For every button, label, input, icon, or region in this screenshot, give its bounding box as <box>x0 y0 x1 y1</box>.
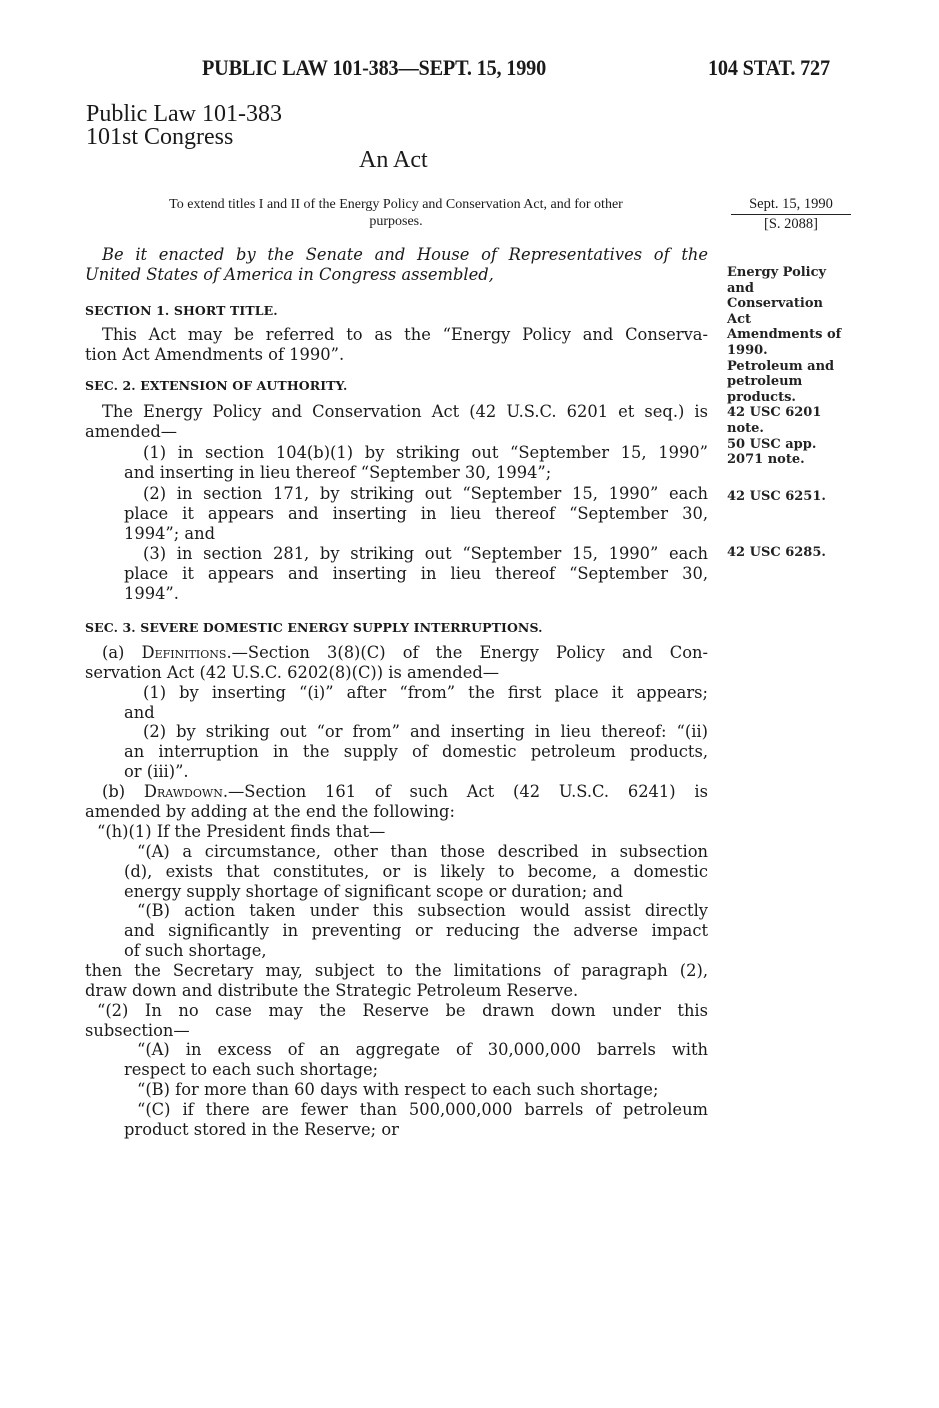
text-line: 1994”; and <box>124 524 216 543</box>
section-heading: SECTION 1. SHORT TITLE. <box>85 303 278 318</box>
margin-note-line: 42 USC 6285. <box>727 545 826 560</box>
text-line: place it appears and inserting in lieu thereof “September 30, <box>124 504 708 523</box>
subsection-heading: Drawdown <box>143 782 223 801</box>
text-line: an interruption in the supply of domestic petroleum products, <box>124 742 708 761</box>
text-line: subsection— <box>85 1021 190 1040</box>
paragraph <box>85 484 708 544</box>
margin-note-line: Amendments of <box>727 327 842 343</box>
text-line: or (iii)”. <box>124 762 189 781</box>
paragraph <box>85 544 708 604</box>
page-number: 104 STAT. 727 <box>708 55 830 80</box>
subsection-heading: Definitions <box>141 643 227 662</box>
paragraph <box>85 901 708 961</box>
margin-note-line: Energy Policy <box>727 265 827 280</box>
margin-note-line: 2071 note. <box>727 452 805 468</box>
margin-note-line: petroleum <box>727 374 803 390</box>
text-line: servation Act (42 U.S.C. 6202(8)(C)) is amended— <box>85 663 500 682</box>
purpose-line: To extend titles I and II of the Energy Policy and Conservation Act, and for other <box>169 197 623 212</box>
paragraph <box>85 822 708 842</box>
text-line: United States of America in Congress assembled, <box>85 265 494 284</box>
text-line: (2) by striking out “or from” and inserting in lieu thereof: “(ii) <box>143 722 708 741</box>
text-line: tion Act Amendments of 1990”. <box>85 345 345 364</box>
margin-note <box>727 545 852 561</box>
paragraph <box>85 842 708 902</box>
text-segment: .—Section 3(8)(C) of the Energy Policy and Con- <box>226 643 708 662</box>
margin-note <box>727 265 852 468</box>
paragraph <box>85 683 708 723</box>
paragraph <box>85 1040 708 1080</box>
text-line: “(A) in excess of an aggregate of 30,000,000 barrels with <box>137 1040 708 1059</box>
text-line: “(B) for more than 60 days with respect to each such shortage; <box>137 1080 659 1099</box>
purpose-line: purposes. <box>369 214 423 229</box>
text-line: (3) in section 281, by striking out “September 15, 1990” each <box>143 544 708 563</box>
text-line: respect to each such shortage; <box>124 1060 379 1079</box>
margin-note-line: Act <box>727 311 752 327</box>
margin-note-line: 42 USC 6251. <box>727 489 826 504</box>
enacting-clause <box>85 245 708 285</box>
text-line: 1994”. <box>124 584 179 603</box>
text-line: and significantly in preventing or reducing the adverse impact <box>124 921 708 940</box>
text-line: Be it enacted by the Senate and House of Representatives of the <box>102 245 708 264</box>
paragraph <box>85 1001 708 1041</box>
text-line: and inserting in lieu thereof “September 30, 1994”; <box>124 463 552 482</box>
margin-note-line: 1990. <box>727 342 768 358</box>
text-line: “(h)(1) If the President finds that— <box>97 822 386 841</box>
text-line: “(C) if there are fewer than 500,000,000 barrels of petroleum <box>137 1100 708 1119</box>
paragraph <box>85 643 708 683</box>
text-line <box>85 782 708 802</box>
text-line: (2) in section 171, by striking out “September 15, 1990” each <box>143 484 708 503</box>
paragraph <box>85 402 708 442</box>
text-line: and <box>124 703 155 722</box>
text-line: energy supply shortage of significant scope or duration; and <box>124 882 624 901</box>
text-line: of such shortage, <box>124 941 267 960</box>
text-line: then the Secretary may, subject to the limitations of paragraph (2), <box>85 961 708 980</box>
paragraph <box>85 325 708 365</box>
text-line: amended by adding at the end the following: <box>85 802 455 821</box>
enactment-date: Sept. 15, 1990 <box>749 196 833 212</box>
paragraph <box>85 722 708 782</box>
text-line: (d), exists that constitutes, or is likely to become, a domestic <box>124 862 708 881</box>
margin-note-line: 50 USC app. <box>727 436 817 452</box>
text-line: “(2) In no case may the Reserve be drawn down under this <box>97 1001 708 1020</box>
law-number: Public Law 101-383 <box>86 101 282 127</box>
margin-note-line: note. <box>727 420 764 436</box>
text-line: The Energy Policy and Conservation Act (42 U.S.C. 6201 et seq.) is <box>102 402 708 421</box>
margin-note-line: 42 USC 6201 <box>727 405 822 421</box>
text-line: amended— <box>85 422 178 441</box>
margin-note-line: products. <box>727 389 796 405</box>
paragraph <box>85 1100 708 1140</box>
text-line: draw down and distribute the Strategic Petroleum Reserve. <box>85 981 579 1000</box>
act-title: An Act <box>359 147 428 173</box>
bill-number: [S. 2088] <box>764 216 818 232</box>
paragraph <box>85 961 708 1001</box>
paragraph <box>85 782 708 822</box>
divider <box>731 214 851 215</box>
text-segment: .—Section 161 of such Act (42 U.S.C. 6241) is <box>222 782 708 801</box>
text-line: (1) by inserting “(i)” after “from” the first place it appears; <box>143 683 708 702</box>
section-heading: SEC. 2. EXTENSION OF AUTHORITY. <box>85 378 348 393</box>
text-line <box>85 643 708 663</box>
margin-note-line: and <box>727 280 754 296</box>
text-segment: (b) <box>102 782 144 801</box>
text-line: product stored in the Reserve; or <box>124 1120 399 1139</box>
text-line: “(B) action taken under this subsection would assist directly <box>137 901 708 920</box>
margin-note-line: Petroleum and <box>727 358 835 374</box>
section-heading: SEC. 3. SEVERE DOMESTIC ENERGY SUPPLY INTERRUPTIONS. <box>85 620 543 635</box>
text-line: “(A) a circumstance, other than those described in subsection <box>137 842 708 861</box>
text-segment: (a) <box>102 643 142 662</box>
text-line: This Act may be referred to as the “Energy Policy and Conserva- <box>102 325 708 344</box>
purpose <box>86 196 706 230</box>
congress: 101st Congress <box>86 124 234 150</box>
margin-note-line: Conservation <box>727 296 823 312</box>
text-line: (1) in section 104(b)(1) by striking out “September 15, 1990” <box>143 443 708 462</box>
running-title: PUBLIC LAW 101-383—SEPT. 15, 1990 <box>202 55 547 80</box>
text-line: place it appears and inserting in lieu thereof “September 30, <box>124 564 708 583</box>
margin-note <box>727 489 852 505</box>
paragraph <box>85 1080 708 1100</box>
paragraph <box>85 443 708 483</box>
